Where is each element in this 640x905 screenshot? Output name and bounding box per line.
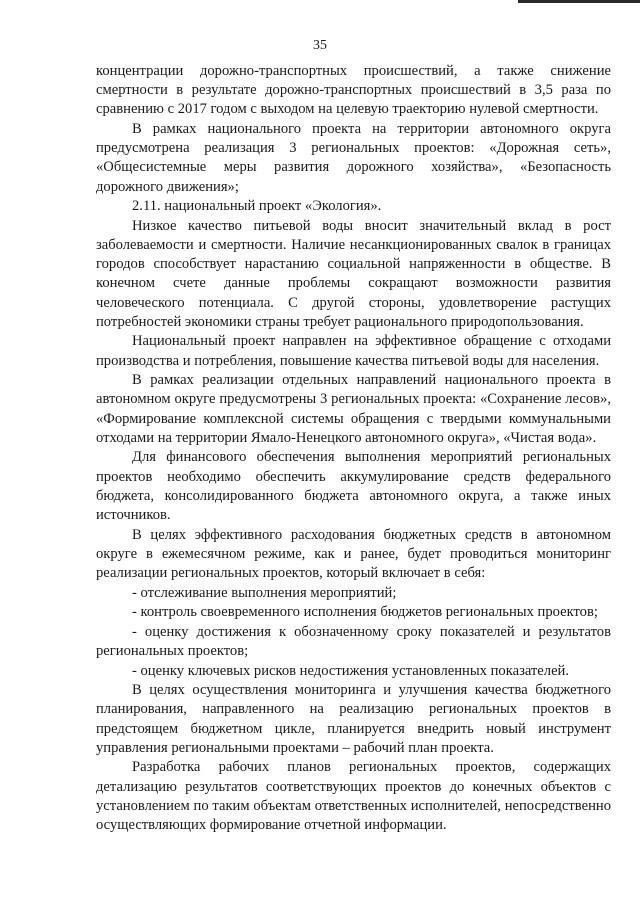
scan-edge-mark bbox=[518, 0, 640, 3]
paragraph-water-quality: Низкое качество питьевой воды вносит значительный вклад в рост заболеваемости и смертности. Наличие несанкционированных свалок в границах городов способствует нарастанию социальной напряженности в обществе. В конечном счете данные проблемы сокращают возможности развития человеческого потенциала. С другой стороны, удовлетворение растущих потребностей экономики страны требует рационального природопользования. bbox=[96, 217, 611, 330]
list-item: - контроль своевременного исполнения бюджетов региональных проектов; bbox=[132, 604, 598, 621]
paragraph-ecology-projects: В рамках реализации отдельных направлений национального проекта в автономном округе предусмотрены 3 региональных проекта: «Сохранение лесов», «Формирование комплексной системы обращения с твердыми коммунальными отходами на территории Ямало-Ненецкого автономного округа», «Чистая вода». bbox=[96, 372, 611, 446]
paragraph-work-plan: В целях осуществления мониторинга и улучшения качества бюджетного планирования, направленного на реализацию региональных проектов в предстоящем бюджетном цикле, планируется внедрить новый инструмент управления региональными проектами – рабочий план проекта. bbox=[96, 682, 611, 756]
list-item: - отслеживание выполнения мероприятий; bbox=[132, 584, 397, 601]
paragraph-financing: Для финансового обеспечения выполнения мероприятий региональных проектов необходимо обеспечить аккумулирование средств федерального бюджета, консолидированного бюджета автономного округа, а также иных источников. bbox=[96, 449, 611, 524]
list-item: - оценку ключевых рисков недостижения установленных показателей. bbox=[132, 662, 570, 679]
paragraph-project-aim: Национальный проект направлен на эффективное обращение с отходами производства и потребления, повышение качества питьевой воды для населения. bbox=[96, 333, 611, 369]
page-number: 35 bbox=[313, 38, 327, 53]
paragraph-road-projects: В рамках национального проекта на территории автономного округа предусмотрена реализация 3 региональных проектов: «Дорожная сеть», «Общесистемные меры развития дорожного хозяйства», «Безопасность дорожного движения»; bbox=[96, 121, 611, 195]
paragraph-road-safety-continuation: концентрации дорожно-транспортных происшествий, а также снижение смертности в результате дорожно-транспортных происшествий в 3,5 раза по сравнению с 2017 годом с выходом на целевую траекторию нулевой смертности. bbox=[96, 63, 611, 118]
section-heading-ecology: 2.11. национальный проект «Экология». bbox=[132, 198, 382, 215]
paragraph-work-plan-details: Разработка рабочих планов региональных проектов, содержащих детализацию результатов соответствующих проектов до конечных объектов с установлением по таким объектам ответственных исполнителей, непосредственно осуществляющих формирование отчетной информации. bbox=[96, 759, 611, 833]
paragraph-monitoring-intro: В целях эффективного расходования бюджетных средств в автономном округе в ежемесячном режиме, как и ранее, будет проводиться мониторинг реализации региональных проектов, который включает в себя: bbox=[96, 526, 611, 582]
document-body bbox=[96, 62, 611, 836]
list-item: - оценку достижения к обозначенному сроку показателей и результатов региональных проектов; bbox=[96, 623, 611, 659]
